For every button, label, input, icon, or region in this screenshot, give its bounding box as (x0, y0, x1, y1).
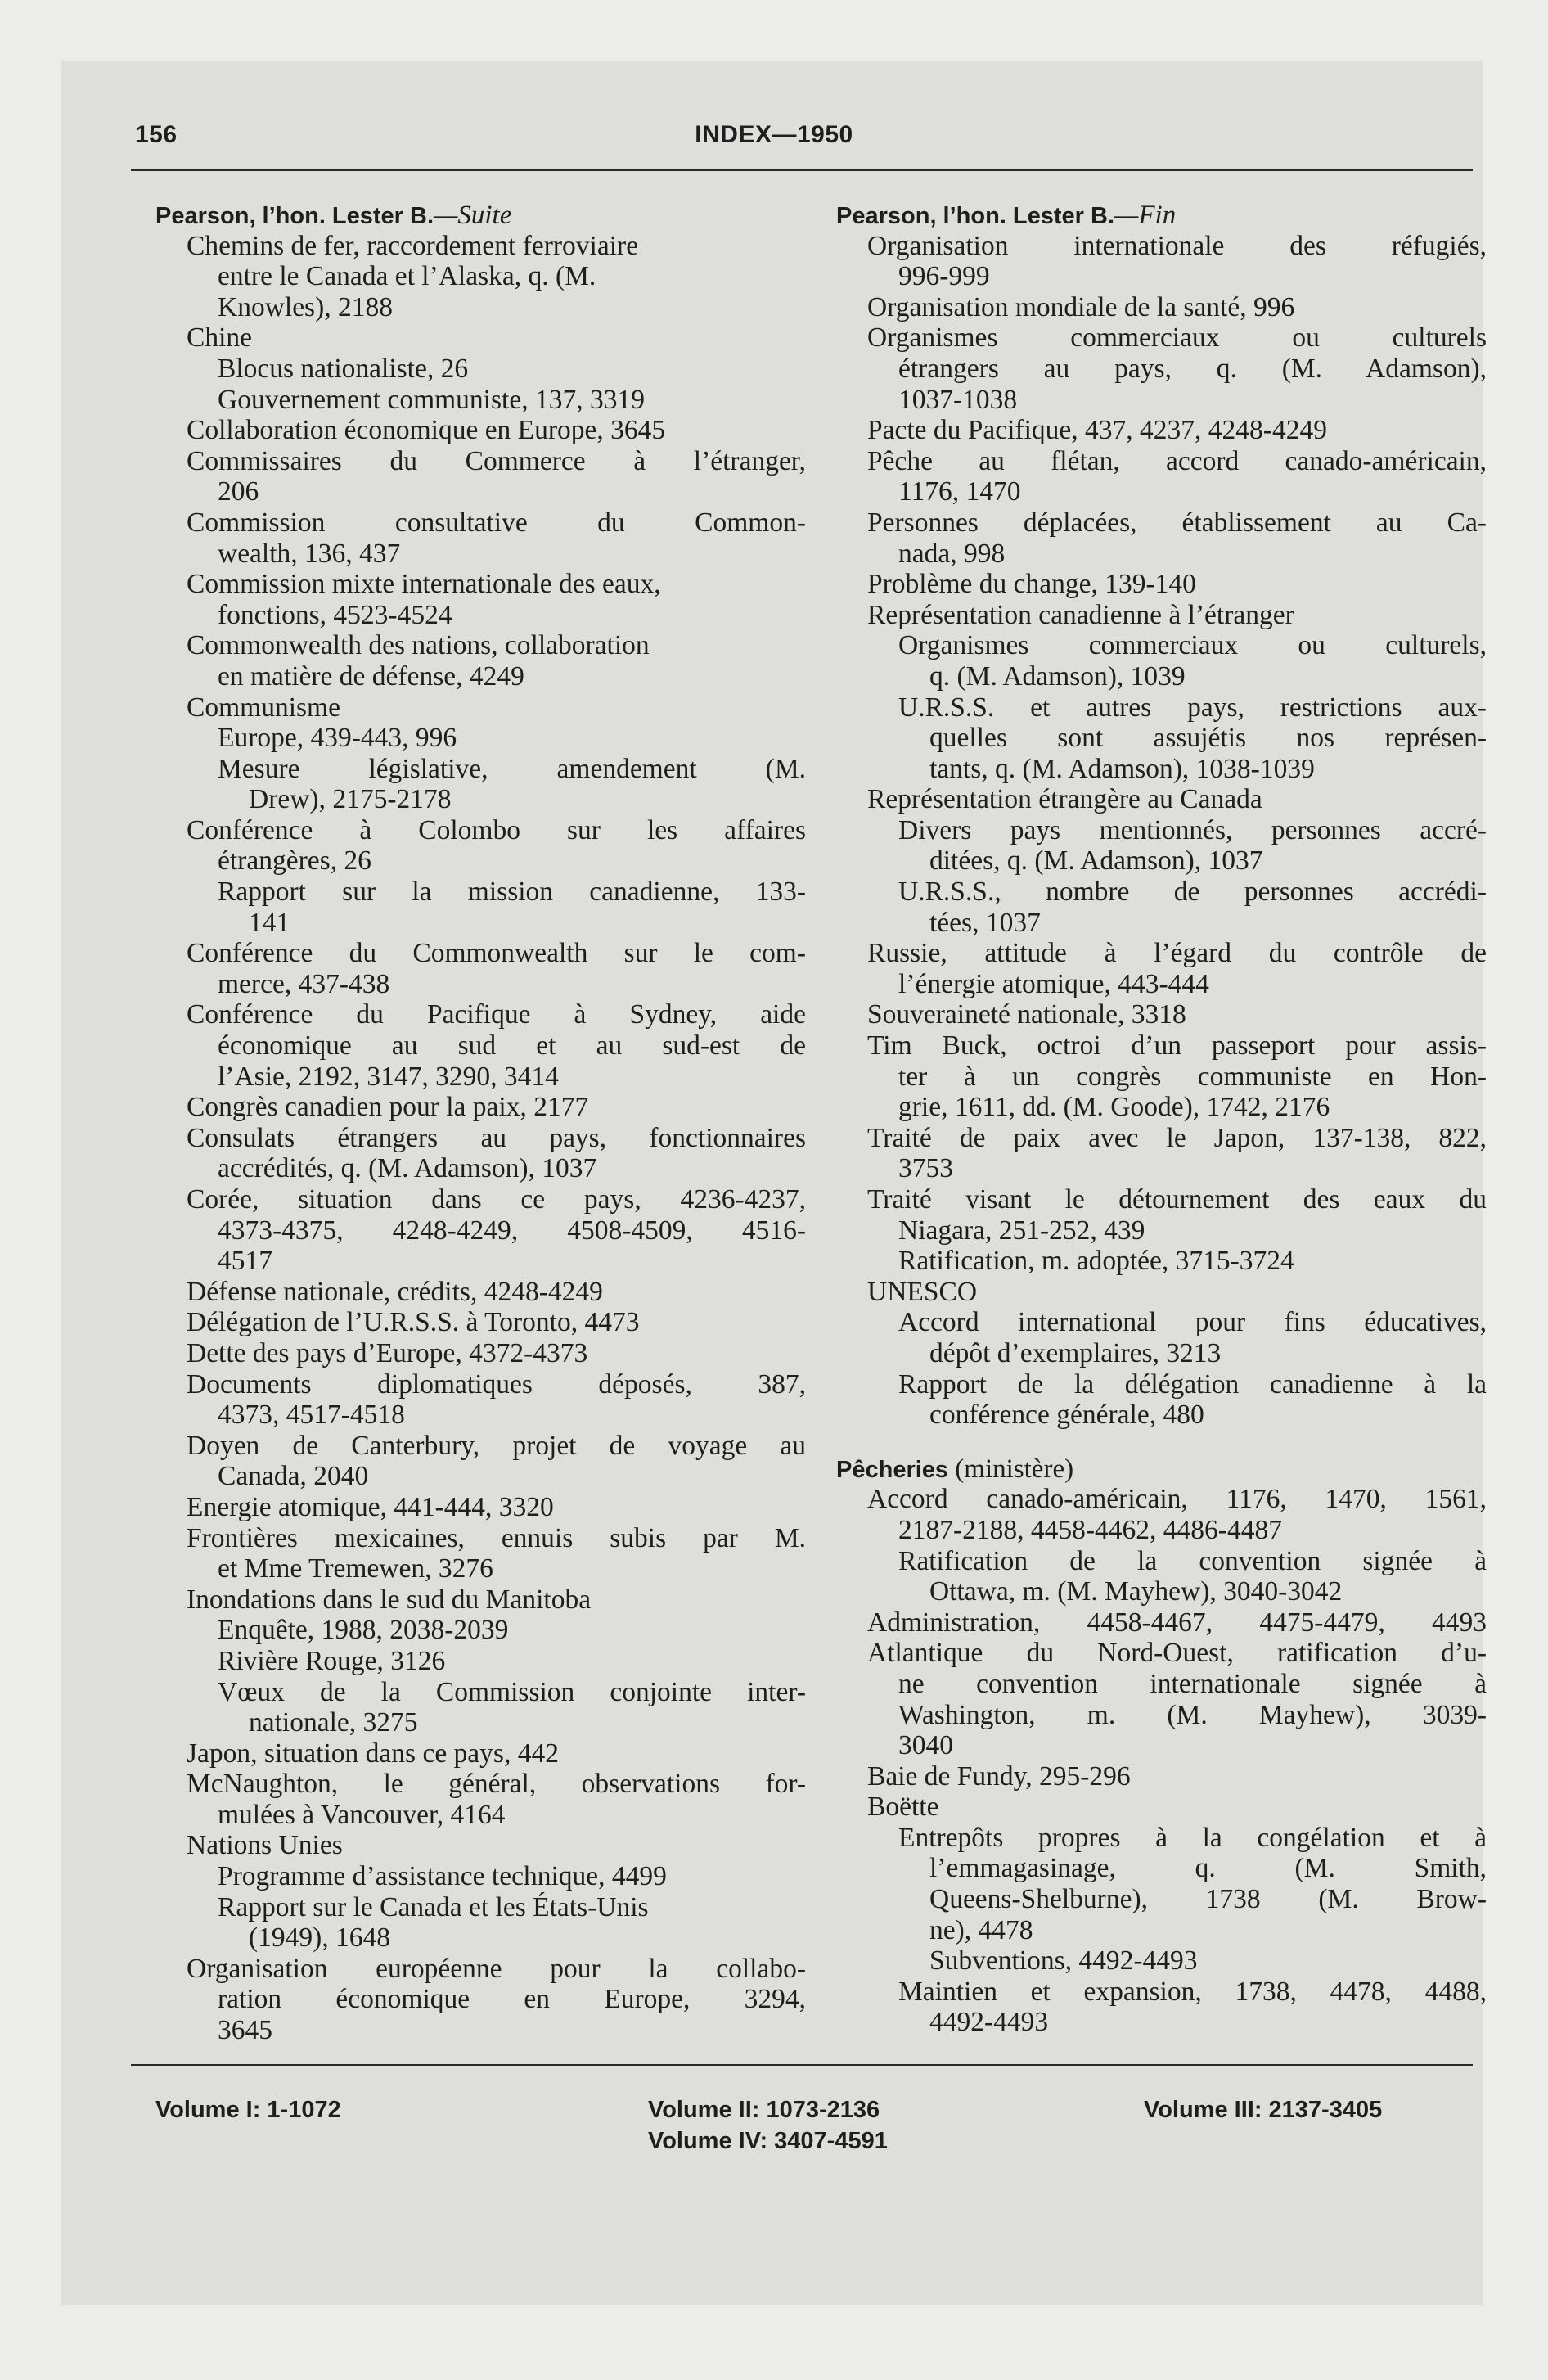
index-line: 3645 (218, 2015, 272, 2046)
index-line: et Mme Tremewen, 3276 (218, 1553, 493, 1584)
index-line: en matière de défense, 4249 (218, 660, 524, 692)
index-line: Boëtte (867, 1792, 939, 1823)
index-line: Commonwealth des nations, collaboration (187, 630, 650, 661)
index-line: Commissaires du Commerce à l’étranger, (187, 445, 806, 476)
index-line: Mesure législative, amendement (M. (218, 753, 806, 784)
index-line: Gouvernement communiste, 137, 3319 (218, 384, 645, 415)
index-line: merce, 437-438 (218, 968, 390, 999)
index-line: Documents diplomatiques déposés, 387, (187, 1368, 806, 1400)
index-line: Organisation internationale des réfugiés, (867, 230, 1487, 261)
footer-volume-1: Volume I: 1-1072 (155, 2097, 341, 2123)
index-line: Conférence du Pacifique à Sydney, aide (187, 999, 806, 1030)
index-line: (1949), 1648 (249, 1922, 391, 1954)
index-line: Queens-Shelburne), 1738 (M. Brow- (929, 1884, 1487, 1915)
index-line: Traité de paix avec le Japon, 137-138, 822, (867, 1122, 1487, 1153)
index-line: 206 (218, 476, 259, 507)
index-line: Souveraineté nationale, 3318 (867, 999, 1186, 1030)
index-line: conférence générale, 480 (929, 1400, 1204, 1431)
index-line: Commission consultative du Common- (187, 507, 806, 538)
index-line: Tim Buck, octroi d’un passeport pour assis- (867, 1030, 1487, 1062)
index-line: Atlantique du Nord-Ouest, ratification d’u- (867, 1638, 1487, 1669)
index-line: ration économique en Europe, 3294, (218, 1984, 806, 2015)
index-line: Maintien et expansion, 1738, 4478, 4488, (898, 1976, 1487, 2007)
index-line: mulées à Vancouver, 4164 (218, 1799, 506, 1830)
index-line: Russie, attitude à l’égard du contrôle de (867, 938, 1487, 969)
index-line: 3040 (898, 1730, 953, 1761)
index-line: Congrès canadien pour la paix, 2177 (187, 1092, 589, 1123)
index-line: Frontières mexicaines, ennuis subis par M. (187, 1522, 806, 1553)
index-line: Personnes déplacées, établissement au Ca- (867, 507, 1487, 538)
index-line: Défense nationale, crédits, 4248-4249 (187, 1276, 603, 1307)
footer-volume-2: Volume II: 1073-2136 (648, 2097, 880, 2123)
heading-continuation: —Suite (434, 201, 512, 230)
index-line: Traité visant le détournement des eaux du (867, 1184, 1487, 1215)
index-line: Entrepôts propres à la congélation et à (898, 1822, 1487, 1853)
index-line: quelles sont assujétis nos représen- (929, 723, 1487, 754)
index-line: 4492-4493 (929, 2007, 1049, 2038)
index-line: q. (M. Adamson), 1039 (929, 660, 1186, 692)
index-line: économique au sud et au sud-est de (218, 1030, 806, 1062)
index-line: Rapport de la délégation canadienne à la (898, 1368, 1487, 1400)
heading-continuation: —Fin (1114, 201, 1177, 230)
footer-rule (131, 2064, 1473, 2066)
index-line: 1037-1038 (898, 384, 1018, 415)
index-line: dépôt d’exemplaires, 3213 (929, 1337, 1222, 1368)
index-heading (836, 200, 1487, 231)
heading-name: Pêcheries (836, 1456, 949, 1483)
index-line: Chemins de fer, raccordement ferroviaire (187, 230, 639, 261)
index-line: Niagara, 251-252, 439 (898, 1215, 1145, 1246)
index-line: Rapport sur la mission canadienne, 133- (218, 877, 806, 908)
index-line: Divers pays mentionnés, personnes accré- (898, 814, 1487, 845)
index-line: Pêche au flétan, accord canado-américain, (867, 445, 1487, 476)
index-line: Chine (187, 322, 253, 354)
footer-volume-4: Volume IV: 3407-4591 (648, 2128, 888, 2154)
left-column (155, 200, 806, 2046)
index-line: Japon, situation dans ce pays, 442 (187, 1738, 559, 1769)
index-line: Corée, situation dans ce pays, 4236-4237, (187, 1184, 806, 1215)
index-line: nationale, 3275 (249, 1707, 418, 1738)
index-line: Programme d’assistance technique, 4499 (218, 1861, 667, 1892)
heading-qualifier: (ministère) (948, 1454, 1074, 1484)
index-line: Inondations dans le sud du Manitoba (187, 1584, 592, 1615)
index-line: U.R.S.S. et autres pays, restrictions aux- (898, 692, 1487, 723)
index-line: Conférence du Commonwealth sur le com- (187, 938, 806, 969)
index-line: entre le Canada et l’Alaska, q. (M. (218, 261, 596, 292)
index-line: nada, 998 (898, 538, 1006, 569)
index-line: Administration, 4458-4467, 4475-4479, 4493 (867, 1607, 1487, 1638)
index-line: l’Asie, 2192, 3147, 3290, 3414 (218, 1061, 559, 1092)
heading-name: Pearson, l’hon. Lester B. (836, 203, 1115, 229)
page-title: INDEX—1950 (695, 121, 853, 148)
index-line: Consulats étrangers au pays, fonctionnaires (187, 1122, 806, 1153)
index-line: 4373, 4517-4518 (218, 1400, 405, 1431)
index-line: Conférence à Colombo sur les affaires (187, 814, 806, 845)
index-line: Organisation mondiale de la santé, 996 (867, 291, 1295, 322)
index-line: Europe, 439-443, 996 (218, 723, 457, 754)
index-line: Drew), 2175-2178 (249, 784, 452, 815)
index-line: Collaboration économique en Europe, 3645 (187, 415, 666, 446)
index-line: 1176, 1470 (898, 476, 1021, 507)
index-line: ne convention internationale signée à (898, 1668, 1487, 1699)
index-line: ter à un congrès communiste en Hon- (898, 1061, 1487, 1092)
index-line: Organismes commerciaux ou culturels (867, 322, 1487, 354)
index-line: Dette des pays d’Europe, 4372-4373 (187, 1337, 588, 1368)
index-line: étrangers au pays, q. (M. Adamson), (898, 353, 1487, 384)
index-line: tants, q. (M. Adamson), 1038-1039 (929, 753, 1315, 784)
index-line: Pacte du Pacifique, 437, 4237, 4248-4249 (867, 415, 1327, 446)
section-gap (836, 1431, 1487, 1454)
right-column (836, 200, 1487, 2038)
index-line: Ottawa, m. (M. Mayhew), 3040-3042 (929, 1576, 1343, 1607)
index-line: Accord international pour fins éducatives, (898, 1307, 1487, 1338)
index-line: Accord canado-américain, 1176, 1470, 1561, (867, 1484, 1487, 1515)
index-line: wealth, 136, 437 (218, 538, 401, 569)
index-line: 141 (249, 907, 290, 938)
header-rule (131, 169, 1473, 171)
index-line: Doyen de Canterbury, projet de voyage au (187, 1430, 806, 1461)
index-line: Subventions, 4492-4493 (929, 1945, 1198, 1977)
page-number: 156 (135, 121, 178, 148)
index-line: Ratification de la convention signée à (898, 1545, 1487, 1576)
heading-name: Pearson, l’hon. Lester B. (155, 203, 434, 229)
index-line: McNaughton, le général, observations for- (187, 1769, 806, 1800)
index-line: Baie de Fundy, 295-296 (867, 1760, 1131, 1792)
index-line: 2187-2188, 4458-4462, 4486-4487 (898, 1514, 1282, 1545)
index-line: Vœux de la Commission conjointe inter- (218, 1676, 806, 1707)
index-line: 996-999 (898, 261, 990, 292)
index-line: l’emmagasinage, q. (M. Smith, (929, 1853, 1487, 1884)
index-line: Nations Unies (187, 1830, 343, 1861)
index-line: Knowles), 2188 (218, 291, 394, 322)
index-line: 4373-4375, 4248-4249, 4508-4509, 4516- (218, 1215, 806, 1246)
index-line: tées, 1037 (929, 907, 1041, 938)
index-line: Délégation de l’U.R.S.S. à Toronto, 4473 (187, 1307, 640, 1338)
index-line: ne), 4478 (929, 1914, 1033, 1945)
index-heading (155, 200, 806, 231)
index-heading (836, 1454, 1487, 1485)
index-line: accrédités, q. (M. Adamson), 1037 (218, 1153, 597, 1184)
index-line: Représentation canadienne à l’étranger (867, 599, 1294, 630)
index-line: UNESCO (867, 1276, 978, 1307)
index-line: U.R.S.S., nombre de personnes accrédi- (898, 877, 1487, 908)
index-line: Représentation étrangère au Canada (867, 784, 1262, 815)
index-line: Ratification, m. adoptée, 3715-3724 (898, 1246, 1294, 1277)
index-line: Rapport sur le Canada et les États-Unis (218, 1891, 649, 1922)
index-line: ditées, q. (M. Adamson), 1037 (929, 845, 1263, 877)
index-line: Blocus nationaliste, 26 (218, 353, 469, 384)
index-line: Rivière Rouge, 3126 (218, 1645, 446, 1676)
index-line: Enquête, 1988, 2038-2039 (218, 1615, 509, 1646)
index-line: Canada, 2040 (218, 1461, 369, 1492)
index-line: l’énergie atomique, 443-444 (898, 968, 1209, 999)
index-line: 4517 (218, 1246, 272, 1277)
index-line: Commission mixte internationale des eaux, (187, 569, 661, 600)
index-line: fonctions, 4523-4524 (218, 599, 452, 630)
footer-volume-3: Volume III: 2137-3405 (1144, 2097, 1383, 2123)
index-line: Problème du change, 139-140 (867, 569, 1196, 600)
index-line: 3753 (898, 1153, 953, 1184)
index-line: Communisme (187, 692, 340, 723)
index-line: grie, 1611, dd. (M. Goode), 1742, 2176 (898, 1092, 1330, 1123)
index-line: Organismes commerciaux ou culturels, (898, 630, 1487, 661)
index-line: Organisation européenne pour la collabo- (187, 1953, 806, 1984)
index-line: Washington, m. (M. Mayhew), 3039- (898, 1699, 1487, 1730)
index-line: étrangères, 26 (218, 845, 371, 877)
index-line: Energie atomique, 441-444, 3320 (187, 1491, 554, 1522)
